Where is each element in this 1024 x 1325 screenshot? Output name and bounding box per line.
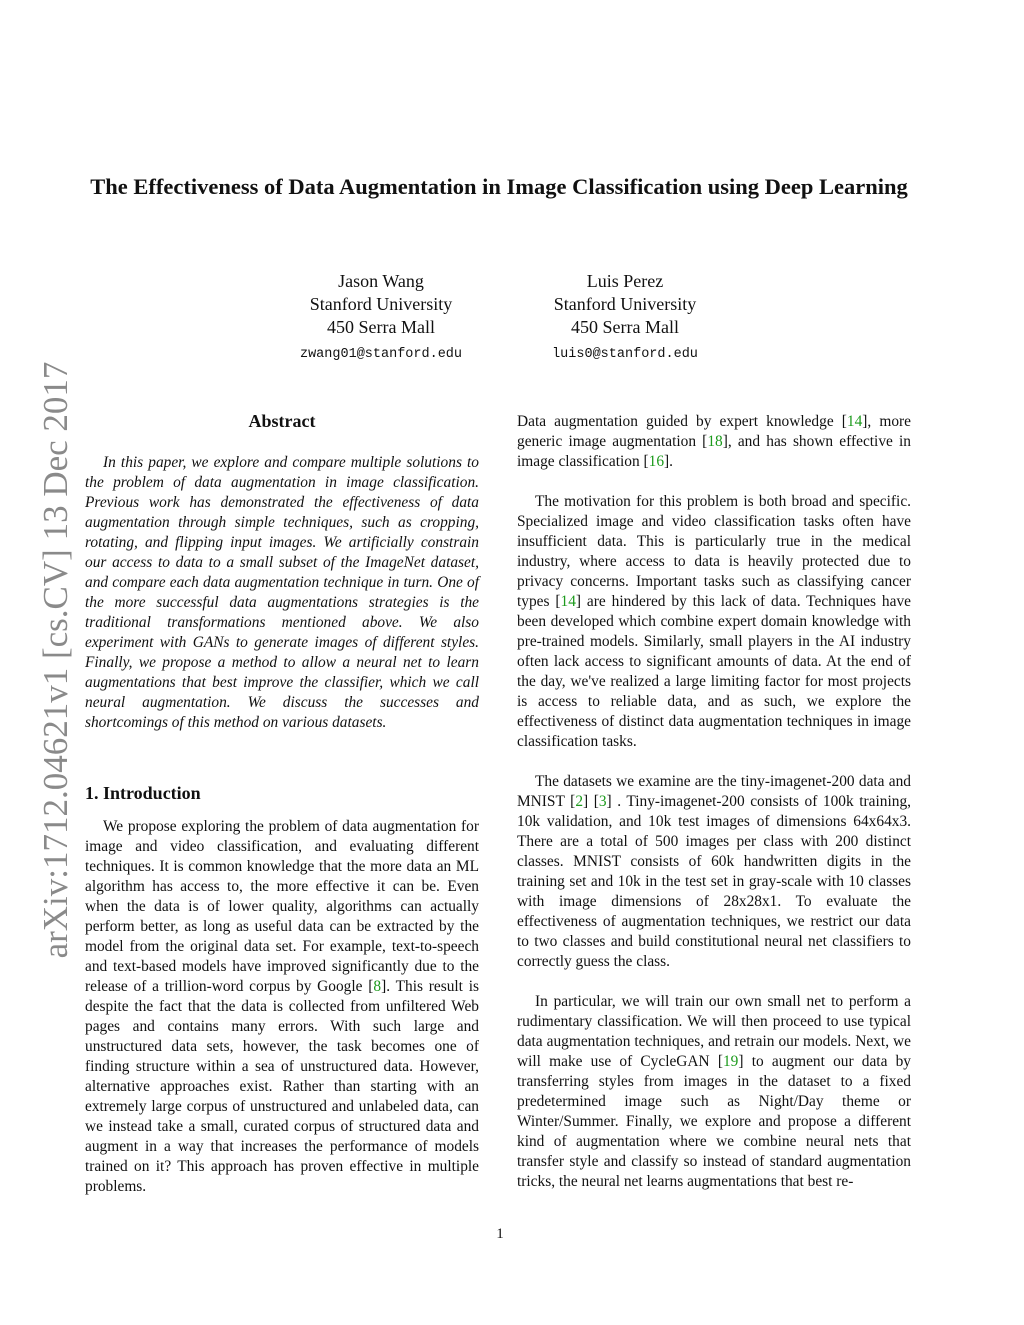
citation-link[interactable]: 14 [560, 593, 576, 610]
body-paragraph [517, 772, 911, 972]
author-name: Luis Perez [586, 271, 664, 291]
arxiv-identifier-stamp: arXiv:1712.04621v1 [cs.CV] 13 Dec 2017 [36, 361, 75, 959]
text-run: ] . Tiny-imagenet-200 consists of 100k training, 10k validation, and 10k test images of dimensions 64x64x3. There are a total of 500 images per class with 200 distinct classes. MNIST consists of 60k handwritten digits in the training set and 10k in the test set in gray-scale with 10 classes with image dimensions of 28x28x1. To evaluate the effectiveness of augmentation techniques, we restrict our data to two classes and build constitutional neural net classifiers to correctly guess the class. [517, 793, 911, 970]
text-run: The datasets we examine are the tiny-imagenet-200 data and MNIST [ [517, 773, 911, 810]
body-paragraph [517, 992, 911, 1192]
author-address: 450 Serra Mall [327, 317, 435, 337]
introduction-paragraph [85, 817, 479, 1197]
author-block-2 [505, 270, 745, 366]
text-run: In particular, we will train our own small net to perform a rudimentary classification. We will then proceed to use typical data augmentation techniques, and retrain our models. Next, we will make use of CycleGAN [ [517, 993, 911, 1070]
text-run: ] to augment our data by transferring styles from images in the dataset to a fixed predetermined image such as Night/Day theme or Winter/Summer. Finally, we explore and propose a different kind of augmentation where we combine neural nets that transfer style and classify so instead of standard augmentation tricks, the neural net learns augmentations that best re- [517, 1053, 912, 1190]
introduction-heading: 1. Introduction [85, 783, 201, 803]
abstract-heading: Abstract [248, 411, 316, 431]
text-run: ] [ [583, 793, 599, 810]
body-paragraph [517, 492, 911, 752]
author-address: 450 Serra Mall [571, 317, 679, 337]
citation-link[interactable]: 14 [846, 413, 863, 430]
text-run: ] are hindered by this lack of data. Techniques have been developed which combine expert domain knowledge with pre-trained models. Similarly, small players in the AI industry often lack access to significant amounts of data. At the end of the day, we've realized a large limiting factor for most projects is access to reliable data, and as such, we explore the effectiveness of distinct data augmentation techniques in image classification tasks. [517, 593, 911, 750]
author-affiliation: Stanford University [553, 294, 697, 314]
right-column [517, 412, 911, 1192]
text-run: ]. This result is despite the fact that the data is collected from unfiltered Web pages and contains many errors. With such large and unstructured data sets, however, the task becomes one of finding structure within a sea of unstructured data. However, alternative approaches exist. Rather than starting with an extremely large corpus of unstructured and unlabeled data, can we instead take a small, curated corpus of structured data and augment in a way that increases the performance of models trained on it? This approach has proven effective in multiple problems. [85, 978, 479, 1195]
author-affiliation: Stanford University [309, 294, 453, 314]
body-paragraph [517, 412, 911, 472]
citation-link[interactable]: 2 [575, 793, 584, 810]
text-run: We propose exploring the problem of data augmentation for image and video classification, and evaluating different techniques. It is common knowledge that the more data an ML algorithm has access to, the more effective it can be. Even when the data is of lower quality, algorithms can actually perform better, as long as useful data can be extracted by the model from the original data set. For example, text-to-speech and text-based models have improved significantly due to the release of a trillion-word corpus by Google [ [85, 818, 479, 995]
text-run: The motivation for this problem is both broad and specific. Specialized image and video classification tasks often have insufficient data. This is particularly true in the medical industry, where access to data is heavily protected due to privacy concerns. Important tasks such as classifying cancer types [ [517, 493, 911, 610]
text-run: Data augmentation guided by expert knowledge [ [517, 413, 847, 430]
citation-link[interactable]: 18 [707, 433, 723, 450]
abstract-text: In this paper, we explore and compare multiple solutions to the problem of data augmentation in image classification. Previous work has demonstrated the effectiveness of data augmentation through simple techniques, such as cropping, rotating, and flipping input images. We artificially constrain our access to data to a small subset of the ImageNet dataset, and compare each data augmentation technique in turn. One of the more successful data augmentations strategies is the traditional transformations mentioned above. We also experiment with GANs to generate images of different styles. Finally, we propose a method to allow a neural net to learn augmentations that best improve the classifier, which we call neural augmentation. We discuss the successes and shortcomings of this method on various datasets. [85, 454, 479, 731]
author-block-1 [261, 270, 501, 366]
author-email[interactable]: luis0@stanford.edu [552, 347, 698, 362]
paper-title: The Effectiveness of Data Augmentation in Image Classification using Deep Learning [90, 174, 908, 199]
citation-link[interactable]: 3 [598, 793, 607, 810]
left-column [85, 409, 479, 1197]
author-email[interactable]: zwang01@stanford.edu [299, 347, 463, 362]
citation-link[interactable]: 8 [373, 978, 382, 995]
page-number: 1 [496, 1226, 504, 1242]
text-run: ]. [664, 453, 673, 470]
text-run: ], more generic image augmentation [ [517, 413, 911, 450]
citation-link[interactable]: 16 [648, 453, 665, 470]
text-run: ], and has shown effective in image classification [ [517, 433, 911, 470]
citation-link[interactable]: 19 [722, 1053, 739, 1070]
author-name: Jason Wang [338, 271, 424, 291]
